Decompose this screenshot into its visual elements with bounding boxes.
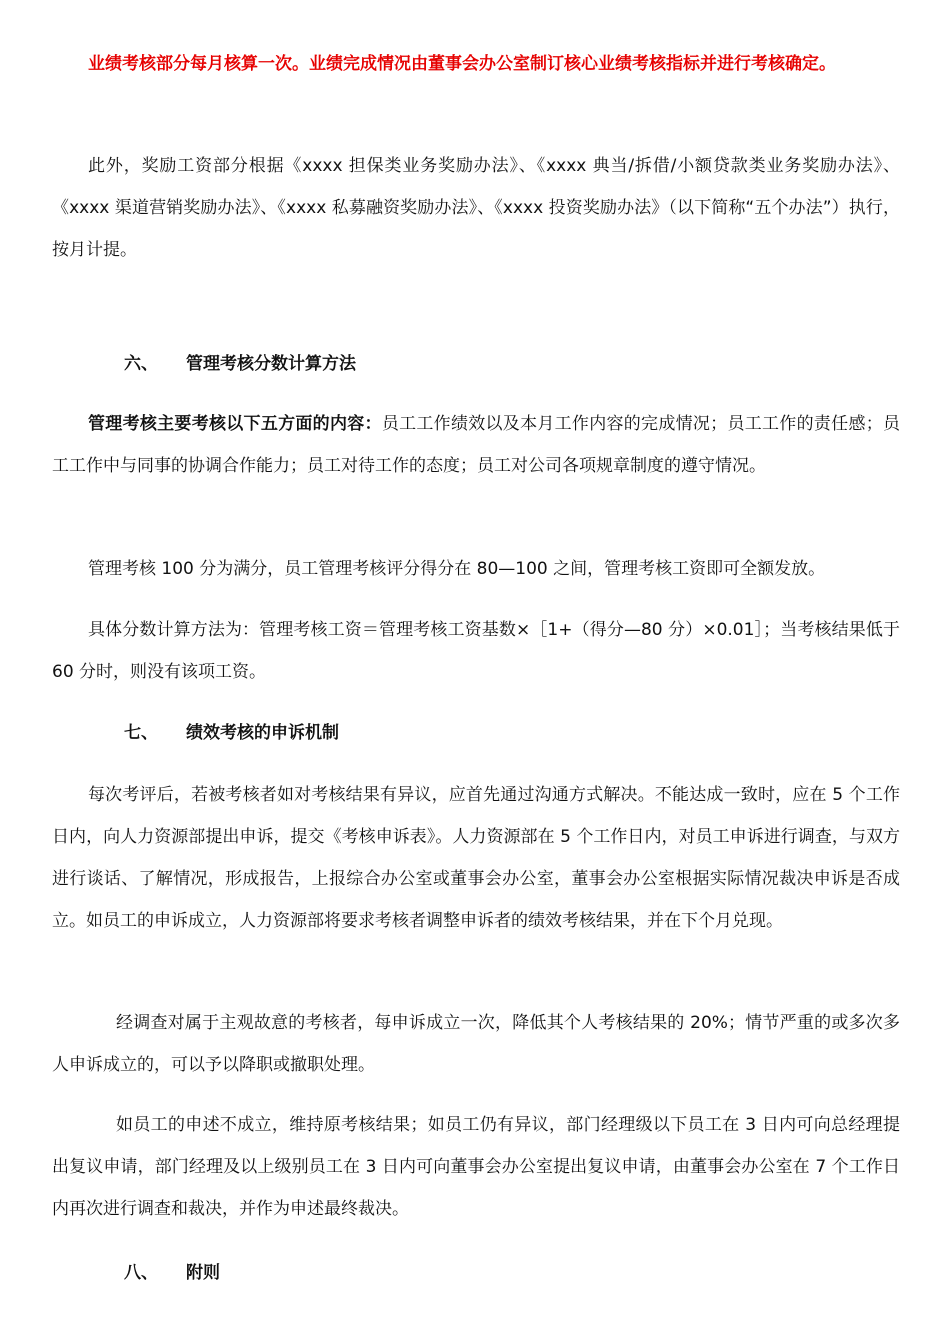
section-number: 七、 [124, 723, 158, 743]
paragraph-management-content [52, 403, 900, 487]
paragraph-lead: 管理考核主要考核以下五方面的内容： [88, 414, 382, 434]
section-heading-6 [124, 353, 356, 375]
paragraph-full-score: 管理考核 100 分为满分，员工管理考核评分得分在 80—100 之间，管理考核工资即可全额发放。 [88, 559, 826, 579]
paragraph-body: 员工工作绩效以及本月工作内容的完成情况；员工工作的责任感；员工工作中与同事的协调合作能力；员工对待工作的态度；员工对公司各项规章制度的遵守情况。 [52, 414, 901, 476]
section-heading-7 [124, 722, 339, 744]
section-number: 八、 [124, 1263, 158, 1283]
paragraph-reconsideration: 如员工的申述不成立，维持原考核结果；如员工仍有异议，部门经理级以下员工在 3 日内可向总经理提出复议申请，部门经理及以上级别员工在 3 日内可向董事会办公室提出复议申请，由董事会办公室在 7 个工作日内再次进行调查和裁决，并作为申述最终裁决。 [52, 1115, 900, 1219]
paragraph-score-formula: 具体分数计算方法为：管理考核工资＝管理考核工资基数×［1+（得分—80 分）×0.01］；当考核结果低于 60 分时，则没有该项工资。 [52, 620, 900, 682]
paragraph-appeal-process: 每次考评后，若被考核者如对考核结果有异议，应首先通过沟通方式解决。不能达成一致时，应在 5 个工作日内，向人力资源部提出申诉，提交《考核申诉表》。人力资源部在 5 个工作日内，对员工申诉进行调查，与双方进行谈话、了解情况，形成报告，上报综合办公室或董事会办公室，董事会办公室根据实际情况裁决申诉是否成立。如员工的申诉成立，人力资源部将要求考核者调整申诉者的绩效考核结果，并在下个月兑现。 [52, 785, 900, 931]
section-title: 绩效考核的申诉机制 [186, 723, 339, 743]
paragraph-deliberate-reviewers: 经调查对属于主观故意的考核者，每申诉成立一次，降低其个人考核结果的 20%；情节严重的或多次多人申诉成立的，可以予以降职或撤职处理。 [52, 1013, 900, 1075]
section-number: 六、 [124, 354, 158, 374]
paragraph-bonus-wages: 此外，奖励工资部分根据《xxxx 担保类业务奖励办法》、《xxxx 典当/拆借/小额贷款类业务奖励办法》、《xxxx 渠道营销奖励办法》、《xxxx 私募融资奖励办法》、《xxxx 投资奖励办法》（以下简称“五个办法”）执行，按月计提。 [52, 156, 900, 260]
section-title: 管理考核分数计算方法 [186, 354, 356, 374]
paragraph-performance-review: 业绩考核部分每月核算一次。业绩完成情况由董事会办公室制订核心业绩考核指标并进行考核确定。 [88, 54, 836, 74]
section-title: 附则 [186, 1263, 220, 1283]
section-heading-8 [124, 1262, 220, 1284]
